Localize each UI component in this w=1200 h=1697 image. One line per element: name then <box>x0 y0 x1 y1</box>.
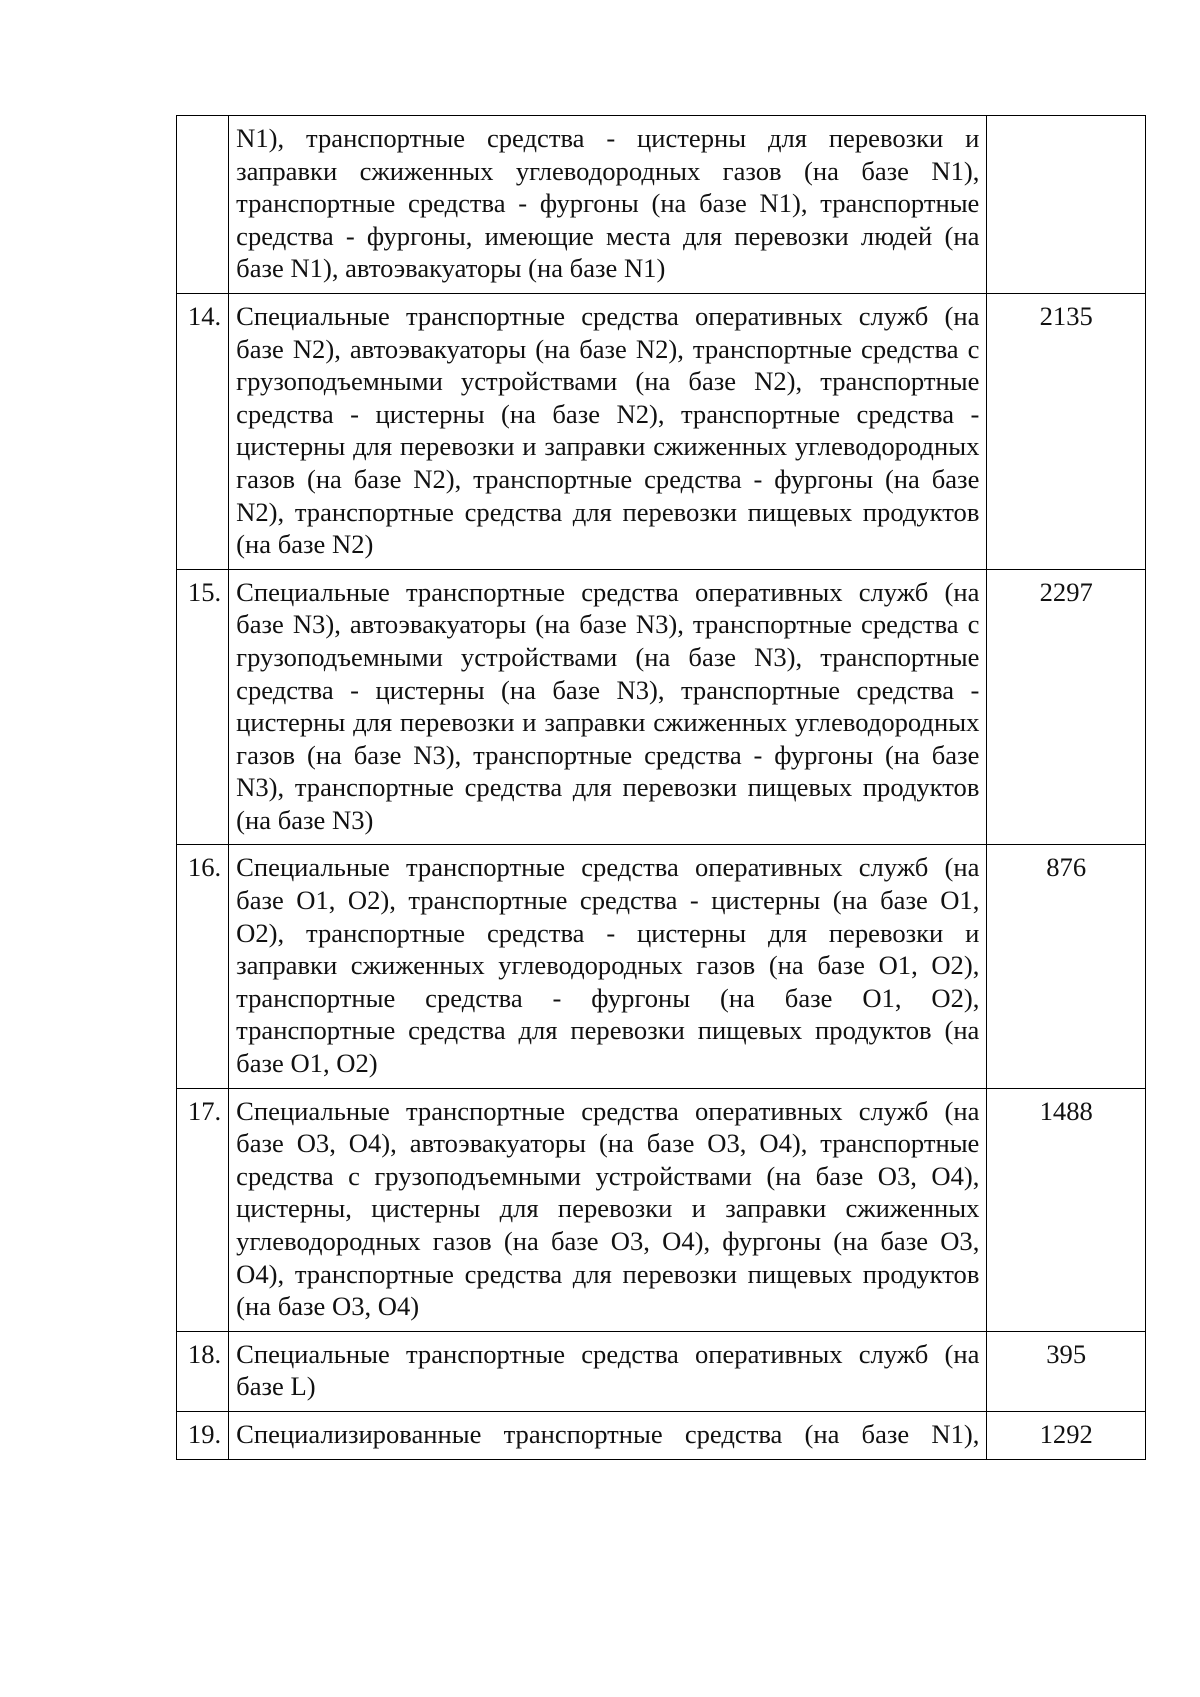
row-number: 18. <box>177 1331 229 1411</box>
row-number: 16. <box>177 845 229 1088</box>
row-value: 1292 <box>987 1411 1146 1459</box>
row-description: Специализированные транспортные средства (на базе N1), <box>229 1411 987 1459</box>
table-row <box>177 116 1146 294</box>
row-number: 14. <box>177 293 229 569</box>
row-value: 2297 <box>987 569 1146 845</box>
row-description: Специальные транспортные средства оперативных служб (на базе L) <box>229 1331 987 1411</box>
row-number: 19. <box>177 1411 229 1459</box>
table-row <box>177 845 1146 1088</box>
table-row <box>177 569 1146 845</box>
row-value: 395 <box>987 1331 1146 1411</box>
row-value: 1488 <box>987 1088 1146 1331</box>
row-number <box>177 116 229 294</box>
row-description: N1), транспортные средства - цистерны для перевозки и заправки сжиженных углеводородных газов (на базе N1), транспортные средства - фургоны (на базе N1), транспортные средства - фургоны, имеющие места для перевозки людей (на базе N1), автоэвакуаторы (на базе N1) <box>229 116 987 294</box>
table-row <box>177 1411 1146 1459</box>
row-number: 15. <box>177 569 229 845</box>
row-number: 17. <box>177 1088 229 1331</box>
row-description: Специальные транспортные средства оперативных служб (на базе N3), автоэвакуаторы (на базе N3), транспортные средства с грузоподъемными устройствами (на базе N3), транспортные средства - цистерны (на базе N3), транспортные средства - цистерны для перевозки и заправки сжиженных углеводородных газов (на базе N3), транспортные средства - фургоны (на базе N3), транспортные средства для перевозки пищевых продуктов (на базе N3) <box>229 569 987 845</box>
vehicle-category-table <box>176 115 1146 1460</box>
table-row <box>177 1331 1146 1411</box>
row-description: Специальные транспортные средства оперативных служб (на базе N2), автоэвакуаторы (на базе N2), транспортные средства с грузоподъемными устройствами (на базе N2), транспортные средства - цистерны (на базе N2), транспортные средства - цистерны для перевозки и заправки сжиженных углеводородных газов (на базе N2), транспортные средства - фургоны (на базе N2), транспортные средства для перевозки пищевых продуктов (на базе N2) <box>229 293 987 569</box>
table-row <box>177 293 1146 569</box>
row-value: 876 <box>987 845 1146 1088</box>
row-value <box>987 116 1146 294</box>
row-description: Специальные транспортные средства оперативных служб (на базе O1, O2), транспортные средства - цистерны (на базе O1, O2), транспортные средства - цистерны для перевозки и заправки сжиженных углеводородных газов (на базе O1, O2), транспортные средства - фургоны (на базе O1, O2), транспортные средства для перевозки пищевых продуктов (на базе O1, O2) <box>229 845 987 1088</box>
row-description: Специальные транспортные средства оперативных служб (на базе O3, O4), автоэвакуаторы (на базе O3, O4), транспортные средства с грузоподъемными устройствами (на базе O3, O4), цистерны, цистерны для перевозки и заправки сжиженных углеводородных газов (на базе O3, O4), фургоны (на базе O3, O4), транспортные средства для перевозки пищевых продуктов (на базе O3, O4) <box>229 1088 987 1331</box>
table-row <box>177 1088 1146 1331</box>
row-value: 2135 <box>987 293 1146 569</box>
